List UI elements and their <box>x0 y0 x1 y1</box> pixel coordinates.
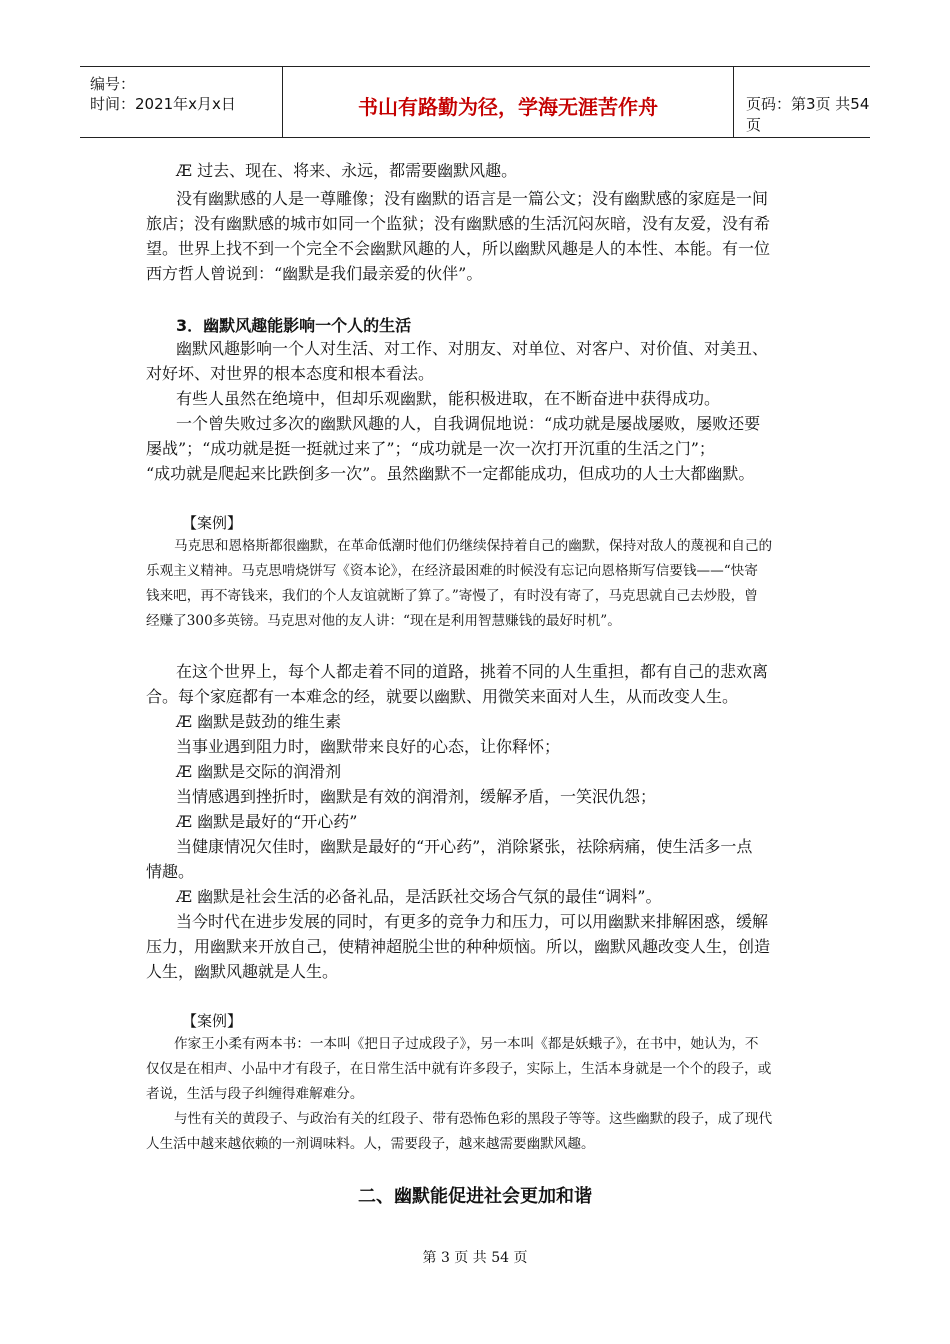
header-meta-cell <box>80 67 283 137</box>
paragraph-line: 屡战”；“成功就是挺一挺就过来了”；“成功就是一次一次打开沉重的生活之门”； <box>146 439 715 458</box>
case-line: 钱来吧，再不寄钱来，我们的个人友谊就断了算了。”寄慢了，有时没有寄了，马克思就自己去炒股，曾 <box>146 588 758 604</box>
paragraph-line: 幽默风趣影响一个人对生活、对工作、对朋友、对单位、对客户、对价值、对美丑、 <box>176 339 769 358</box>
case-line: 与性有关的黄段子、与政治有关的红段子、带有恐怖色彩的黑段子等等。这些幽默的段子，成了现代 <box>174 1111 773 1127</box>
paragraph-line: 当今时代在进步发展的同时，有更多的竞争力和压力，可以用幽默来排解困惑，缓解 <box>176 912 769 931</box>
case-line: 作家王小柔有两本书：一本叫《把日子过成段子》，另一本叫《都是妖蛾子》，在书中，她认为，不 <box>174 1036 759 1052</box>
case-label: 【案例】 <box>182 1012 243 1030</box>
paragraph-line: 在这个世界上，每个人都走着不同的道路，挑着不同的人生重担，都有自己的悲欢离 <box>176 662 769 681</box>
page-header <box>80 66 870 138</box>
header-motto-cell <box>283 67 734 137</box>
doc-number: 编号： <box>90 75 136 93</box>
case-line: 乐观主义精神。马克思啃烧饼写《资本论》，在经济最困难的时候没有忘记向恩格斯写信要钱——“快寄 <box>146 563 758 579</box>
header-page-number: 页码：第3页 共54页 <box>746 95 870 134</box>
paragraph-line: “成功就是爬起来比跌倒多一次”。虽然幽默不一定都能成功，但成功的人士大都幽默。 <box>146 464 755 483</box>
paragraph-line: 一个曾失败过多次的幽默风趣的人，自我调侃地说：“成功就是屡战屡败，屡败还要 <box>176 414 761 433</box>
section-subtitle: 3．幽默风趣能影响一个人的生活 <box>176 316 412 335</box>
paragraph-line: 合。每个家庭都有一本难念的经，就要以幽默、用微笑来面对人生，从而改变人生。 <box>146 687 739 706</box>
paragraph-line: 压力，用幽默来开放自己，使精神超脱尘世的种种烦恼。所以，幽默风趣改变人生，创造 <box>146 937 771 956</box>
case-line: 人生活中越来越依赖的一剂调味料。人，需要段子，越来越需要幽默风趣。 <box>146 1136 595 1152</box>
bullet-line: Æ 幽默是交际的润滑剂 <box>176 762 342 781</box>
paragraph-line: 当情感遇到挫折时，幽默是有效的润滑剂，缓解矛盾，一笑泯仇怨； <box>176 787 657 806</box>
bullet-line: Æ 幽默是鼓劲的维生素 <box>176 712 342 731</box>
bullet-line: Æ 幽默是最好的“开心药” <box>176 812 358 831</box>
header-page-cell <box>734 67 870 137</box>
paragraph-line: 旅店；没有幽默感的城市如同一个监狱；没有幽默感的生活沉闷灰暗，没有友爱，没有希 <box>146 214 771 233</box>
paragraph-line: 没有幽默感的人是一尊雕像；没有幽默的语言是一篇公文；没有幽默感的家庭是一间 <box>176 189 769 208</box>
bullet-line: Æ 过去、现在、将来、永远，都需要幽默风趣。 <box>176 161 518 180</box>
paragraph-line: 情趣。 <box>146 862 195 881</box>
paragraph-line: 望。世界上找不到一个完全不会幽默风趣的人，所以幽默风趣是人的本性、本能。有一位 <box>146 239 771 258</box>
case-label: 【案例】 <box>182 514 243 532</box>
paragraph-line: 对好坏、对世界的根本态度和根本看法。 <box>146 364 435 383</box>
case-line: 仅仅是在相声、小品中才有段子，在日常生活中就有许多段子，实际上，生活本身就是一个个的段子，或 <box>146 1061 772 1077</box>
doc-date: 时间：2021年x月x日 <box>90 95 236 113</box>
case-line: 者说，生活与段子纠缠得难解难分。 <box>146 1086 364 1102</box>
paragraph-line: 当健康情况欠佳时，幽默是最好的“开心药”，消除紧张，祛除病痛，使生活多一点 <box>176 837 753 856</box>
section-heading: 二、幽默能促进社会更加和谐 <box>358 1186 592 1207</box>
paragraph-line: 有些人虽然在绝境中，但却乐观幽默，能积极进取，在不断奋进中获得成功。 <box>176 389 721 408</box>
bullet-line: Æ 幽默是社会生活的必备礼品，是活跃社交场合气氛的最佳“调料”。 <box>176 887 662 906</box>
paragraph-line: 人生，幽默风趣就是人生。 <box>146 962 339 981</box>
page-footer: 第 3 页 共 54 页 <box>422 1250 528 1266</box>
case-line: 经赚了300多英镑。马克思对他的友人讲：“现在是利用智慧赚钱的最好时机”。 <box>146 613 621 629</box>
paragraph-line: 西方哲人曾说到：“幽默是我们最亲爱的伙伴”。 <box>146 264 483 283</box>
case-line: 马克思和恩格斯都很幽默，在革命低潮时他们仍继续保持着自己的幽默，保持对敌人的蔑视和自己的 <box>174 538 773 554</box>
paragraph-line: 当事业遇到阻力时，幽默带来良好的心态，让你释怀； <box>176 737 561 756</box>
header-motto: 书山有路勤为径，学海无涯苦作舟 <box>358 95 658 119</box>
